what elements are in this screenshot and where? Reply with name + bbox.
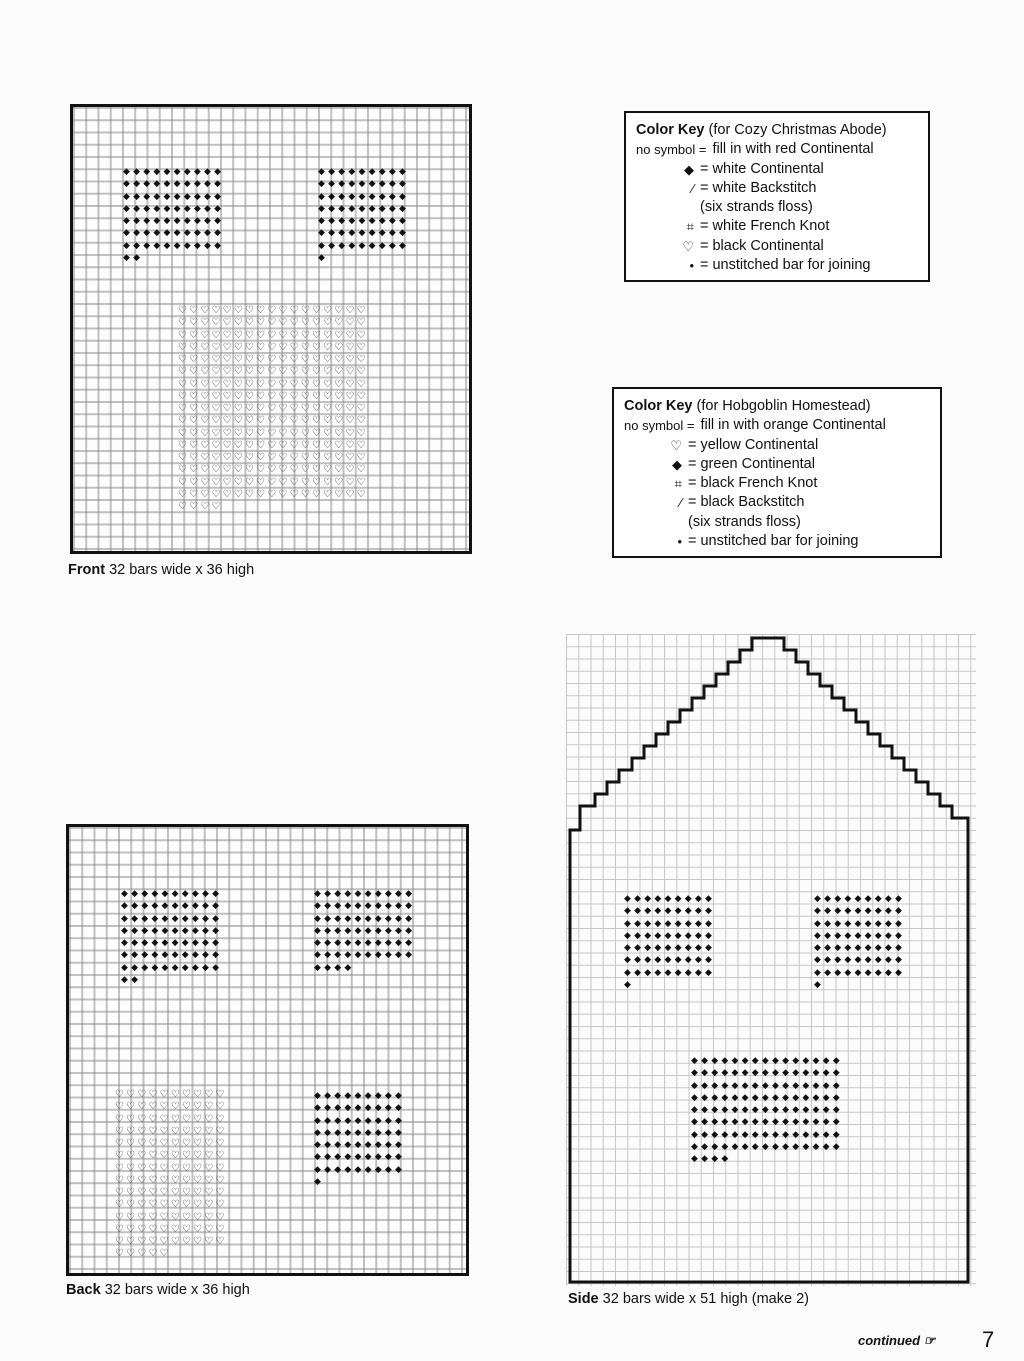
back-chart [66,824,469,1276]
side-caption [568,1291,809,1307]
color-key-row [636,140,918,159]
color-key-label: = white French Knot [700,218,830,235]
front-door: ♡♡♡♡♡♡♡♡♡♡♡♡♡♡♡♡♡♡♡♡♡♡♡♡♡♡♡♡♡♡♡♡♡♡♡♡♡♡♡♡♡♡♡♡♡♡♡♡♡♡♡♡♡♡♡♡♡♡♡♡♡♡♡♡♡♡♡♡♡♡♡♡♡♡♡♡♡♡♡♡♡♡♡♡♡♡♡♡♡♡♡♡♡♡♡♡♡♡♡♡♡♡♡♡♡♡♡♡♡♡♡♡♡♡♡♡♡♡♡♡♡♡♡♡♡♡♡♡♡♡♡♡♡♡♡♡♡♡♡♡♡♡♡♡♡♡♡♡♡♡♡♡♡♡♡♡♡♡♡♡♡♡♡♡♡♡♡♡♡♡♡♡♡♡♡♡♡♡♡♡♡♡♡♡♡♡♡♡♡♡♡♡♡♡♡♡♡♡♡♡♡♡♡♡♡♡♡♡♡♡♡♡♡♡♡♡♡♡♡♡♡♡♡♡♡♡♡♡♡♡♡♡♡♡♡♡♡♡♡♡♡♡♡♡♡♡♡♡♡♡♡♡♡♡♡♡♡♡♡♡♡♡♡♡♡♡♡♡♡♡♡♡♡♡♡♡ [178,305,368,512]
color-key-homestead-title: Color Key (for Hobgoblin Homestead) [624,398,871,414]
color-key-row [624,474,930,493]
color-key-label: = white Continental [700,160,824,177]
color-key-symbol: ∕ [691,180,694,196]
side-chart [566,634,976,1286]
back-window-lower: ◆◆◆◆◆◆◆◆◆◆◆◆◆◆◆◆◆◆◆◆◆◆◆◆◆◆◆◆◆◆◆◆◆◆◆◆◆◆◆◆◆◆◆◆◆◆◆◆◆◆◆◆◆◆◆◆◆◆◆◆◆◆◆◆ [314,1090,406,1186]
color-key-row [624,493,930,512]
color-key-symbol: ◆ [672,456,682,472]
color-key-row [636,217,918,236]
color-key-label: = white Backstitch [700,179,817,196]
color-key-symbol: ⌗ [674,476,682,492]
color-key-homestead [612,387,942,558]
back-caption-desc: 32 bars wide x 36 high [104,1282,250,1298]
page-number: 7 [982,1327,995,1352]
color-key-symbol [624,513,688,532]
color-key-symbol: ∕ [679,495,682,511]
front-caption-name: Front [68,562,106,578]
color-key-label: (six strands floss) [700,199,813,216]
color-key-row [624,416,930,435]
back-caption [66,1282,250,1298]
color-key-abode-title: Color Key (for Cozy Christmas Abode) [636,122,887,138]
color-key-symbol: ⌗ [686,219,694,235]
side-window-right: ◆◆◆◆◆◆◆◆◆◆◆◆◆◆◆◆◆◆◆◆◆◆◆◆◆◆◆◆◆◆◆◆◆◆◆◆◆◆◆◆◆◆◆◆◆◆◆◆◆◆◆◆◆◆◆◆◆◆◆◆◆◆◆◆ [814,893,906,989]
color-key-label: = black Backstitch [688,494,805,511]
side-window-lower: ◆◆◆◆◆◆◆◆◆◆◆◆◆◆◆◆◆◆◆◆◆◆◆◆◆◆◆◆◆◆◆◆◆◆◆◆◆◆◆◆◆◆◆◆◆◆◆◆◆◆◆◆◆◆◆◆◆◆◆◆◆◆◆◆◆◆◆◆◆◆◆◆◆◆◆◆◆◆◆◆◆◆◆◆◆◆◆◆◆◆◆◆◆◆◆◆◆◆◆◆◆◆◆◆◆◆◆◆◆◆◆◆◆◆◆◆◆◆◆◆◆◆◆◆ [691,1055,843,1163]
side-caption-name: Side [568,1291,599,1307]
back-window-left: ◆◆◆◆◆◆◆◆◆◆◆◆◆◆◆◆◆◆◆◆◆◆◆◆◆◆◆◆◆◆◆◆◆◆◆◆◆◆◆◆◆◆◆◆◆◆◆◆◆◆◆◆◆◆◆◆◆◆◆◆◆◆◆◆◆◆◆◆◆◆◆◆ [121,888,223,984]
color-key-label: = green Continental [688,455,815,472]
back-caption-name: Back [66,1282,101,1298]
color-key-symbol: ♡ [682,238,694,254]
color-key-abode [624,111,930,282]
back-window-right: ◆◆◆◆◆◆◆◆◆◆◆◆◆◆◆◆◆◆◆◆◆◆◆◆◆◆◆◆◆◆◆◆◆◆◆◆◆◆◆◆◆◆◆◆◆◆◆◆◆◆◆◆◆◆◆◆◆◆◆◆◆◆◆◆ [314,888,416,972]
front-caption-desc: 32 bars wide x 36 high [109,562,255,578]
front-window-left: ◆◆◆◆◆◆◆◆◆◆◆◆◆◆◆◆◆◆◆◆◆◆◆◆◆◆◆◆◆◆◆◆◆◆◆◆◆◆◆◆◆◆◆◆◆◆◆◆◆◆◆◆◆◆◆◆◆◆◆◆◆◆◆◆◆◆◆◆◆◆◆◆ [123,166,225,262]
color-key-label: = unstitched bar for joining [688,533,859,550]
color-key-row [636,198,918,217]
color-key-row [636,160,918,179]
color-key-label: = yellow Continental [688,436,819,453]
color-key-row [636,179,918,198]
color-key-row [624,455,930,474]
side-caption-desc: 32 bars wide x 51 high (make 2) [602,1291,809,1307]
continued-label: continued ☞ [858,1333,936,1348]
front-caption [68,562,254,578]
color-key-symbol: ♡ [670,437,682,453]
color-key-row [636,256,918,275]
color-key-symbol: ◆ [684,161,694,177]
color-key-symbol: no symbol = [624,418,695,434]
color-key-label: fill in with red Continental [712,141,874,158]
color-key-label: = black Continental [700,237,824,254]
color-key-row [624,436,930,455]
front-chart [70,104,472,554]
color-key-symbol [636,198,700,217]
back-door: ♡♡♡♡♡♡♡♡♡♡♡♡♡♡♡♡♡♡♡♡♡♡♡♡♡♡♡♡♡♡♡♡♡♡♡♡♡♡♡♡♡♡♡♡♡♡♡♡♡♡♡♡♡♡♡♡♡♡♡♡♡♡♡♡♡♡♡♡♡♡♡♡♡♡♡♡♡♡♡♡♡♡♡♡♡♡♡♡♡♡♡♡♡♡♡♡♡♡♡♡♡♡♡♡♡♡♡♡♡♡♡♡♡♡♡♡♡♡♡♡♡♡♡♡♡♡♡♡♡♡♡♡♡♡♡ [115,1089,227,1260]
color-key-symbol: • [689,258,694,274]
side-window-left: ◆◆◆◆◆◆◆◆◆◆◆◆◆◆◆◆◆◆◆◆◆◆◆◆◆◆◆◆◆◆◆◆◆◆◆◆◆◆◆◆◆◆◆◆◆◆◆◆◆◆◆◆◆◆◆◆◆◆◆◆◆◆◆◆ [624,893,716,989]
color-key-symbol: • [677,534,682,550]
color-key-row [624,532,930,551]
color-key-label: fill in with orange Continental [700,417,886,434]
color-key-label: = black French Knot [688,475,818,492]
color-key-symbol: no symbol = [636,142,707,158]
color-key-label: = unstitched bar for joining [700,257,871,274]
color-key-row [624,513,930,532]
front-window-right: ◆◆◆◆◆◆◆◆◆◆◆◆◆◆◆◆◆◆◆◆◆◆◆◆◆◆◆◆◆◆◆◆◆◆◆◆◆◆◆◆◆◆◆◆◆◆◆◆◆◆◆◆◆◆◆◆◆◆◆◆◆◆◆◆ [318,166,410,262]
color-key-row [636,237,918,256]
color-key-label: (six strands floss) [688,513,801,530]
